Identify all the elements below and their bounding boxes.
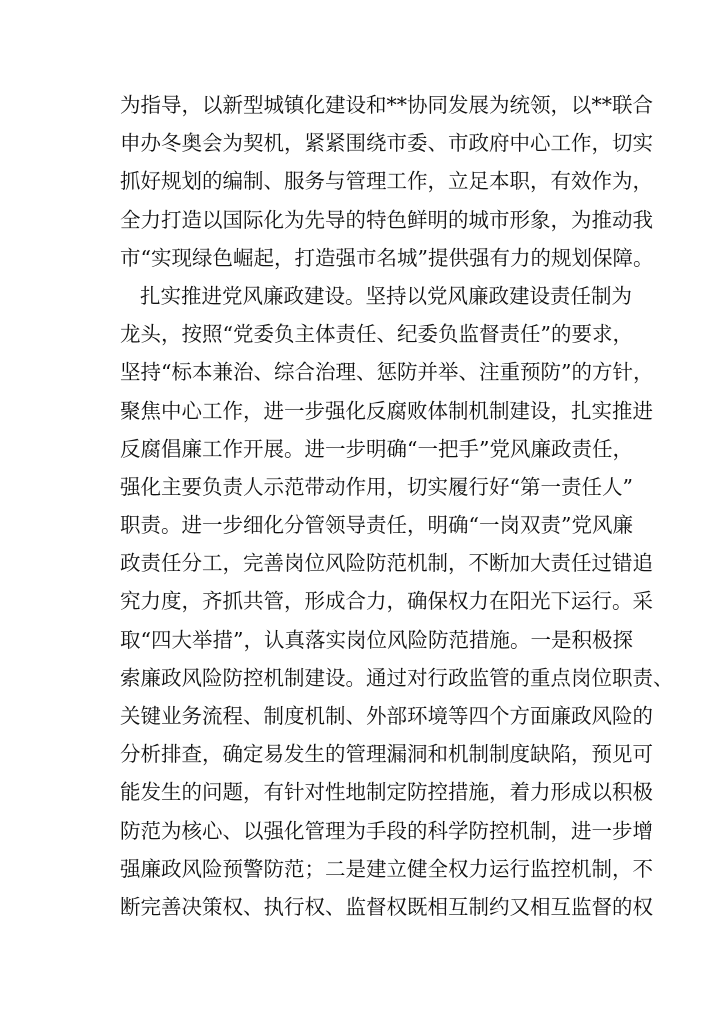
text-line: 防范为核心、以强化管理为手段的科学防控机制，进一步增	[120, 818, 653, 843]
text-line: 职责。进一步细化分管领导责任，明确“一岗双责”党风廉	[120, 513, 633, 538]
text-line: 能发生的问题，有针对性地制定防控措施，着力形成以积极	[120, 780, 653, 805]
text-line: 关键业务流程、制度机制、外部环境等四个方面廉政风险的	[120, 704, 653, 728]
text-line: 索廉政风险防控机制建设。通过对行政监管的重点岗位职责、	[120, 665, 674, 690]
text-line: 究力度，齐抓共管，形成合力，确保权力在阳光下运行。采	[120, 589, 653, 614]
text-line: 市“实现绿色崛起，打造强市名城”提供强有力的规划保障。	[120, 245, 654, 270]
paragraph-first-line: 扎实推进党风廉政建设。坚持以党风廉政建设责任制为	[140, 283, 632, 308]
text-line: 反腐倡廉工作开展。进一步明确“一把手”党风廉政责任，	[120, 436, 633, 461]
text-line: 抓好规划的编制、服务与管理工作，立足本职，有效作为，	[120, 169, 653, 194]
text-line: 断完善决策权、执行权、监督权既相互制约又相互监督的权	[120, 894, 653, 919]
text-line: 全力打造以国际化为先导的特色鲜明的城市形象，为推动我	[120, 207, 653, 232]
text-line: 坚持“标本兼治、综合治理、惩防并举、注重预防”的方针，	[120, 360, 654, 385]
text-line: 强化主要负责人示范带动作用，切实履行好“第一责任人”	[120, 474, 633, 499]
text-line: 申办冬奥会为契机，紧紧围绕市委、市政府中心工作，切实	[120, 131, 653, 156]
body-text	[120, 86, 674, 926]
text-line: 分析排查，确定易发生的管理漏洞和机制制度缺陷，预见可	[120, 742, 653, 767]
text-line: 强廉政风险预警防范；二是建立健全权力运行监控机制，不	[120, 856, 653, 881]
text-line: 取“四大举措”，认真落实岗位风险防范措施。一是积极探	[120, 627, 633, 652]
text-line: 为指导，以新型城镇化建设和**协同发展为统领，以**联合	[120, 93, 653, 117]
text-line: 龙头，按照“党委负主体责任、纪委负监督责任”的要求，	[120, 322, 633, 347]
text-line: 聚焦中心工作，进一步强化反腐败体制机制建设，扎实推进	[120, 398, 653, 423]
text-line: 政责任分工，完善岗位风险防范机制，不断加大责任过错追	[120, 551, 653, 576]
